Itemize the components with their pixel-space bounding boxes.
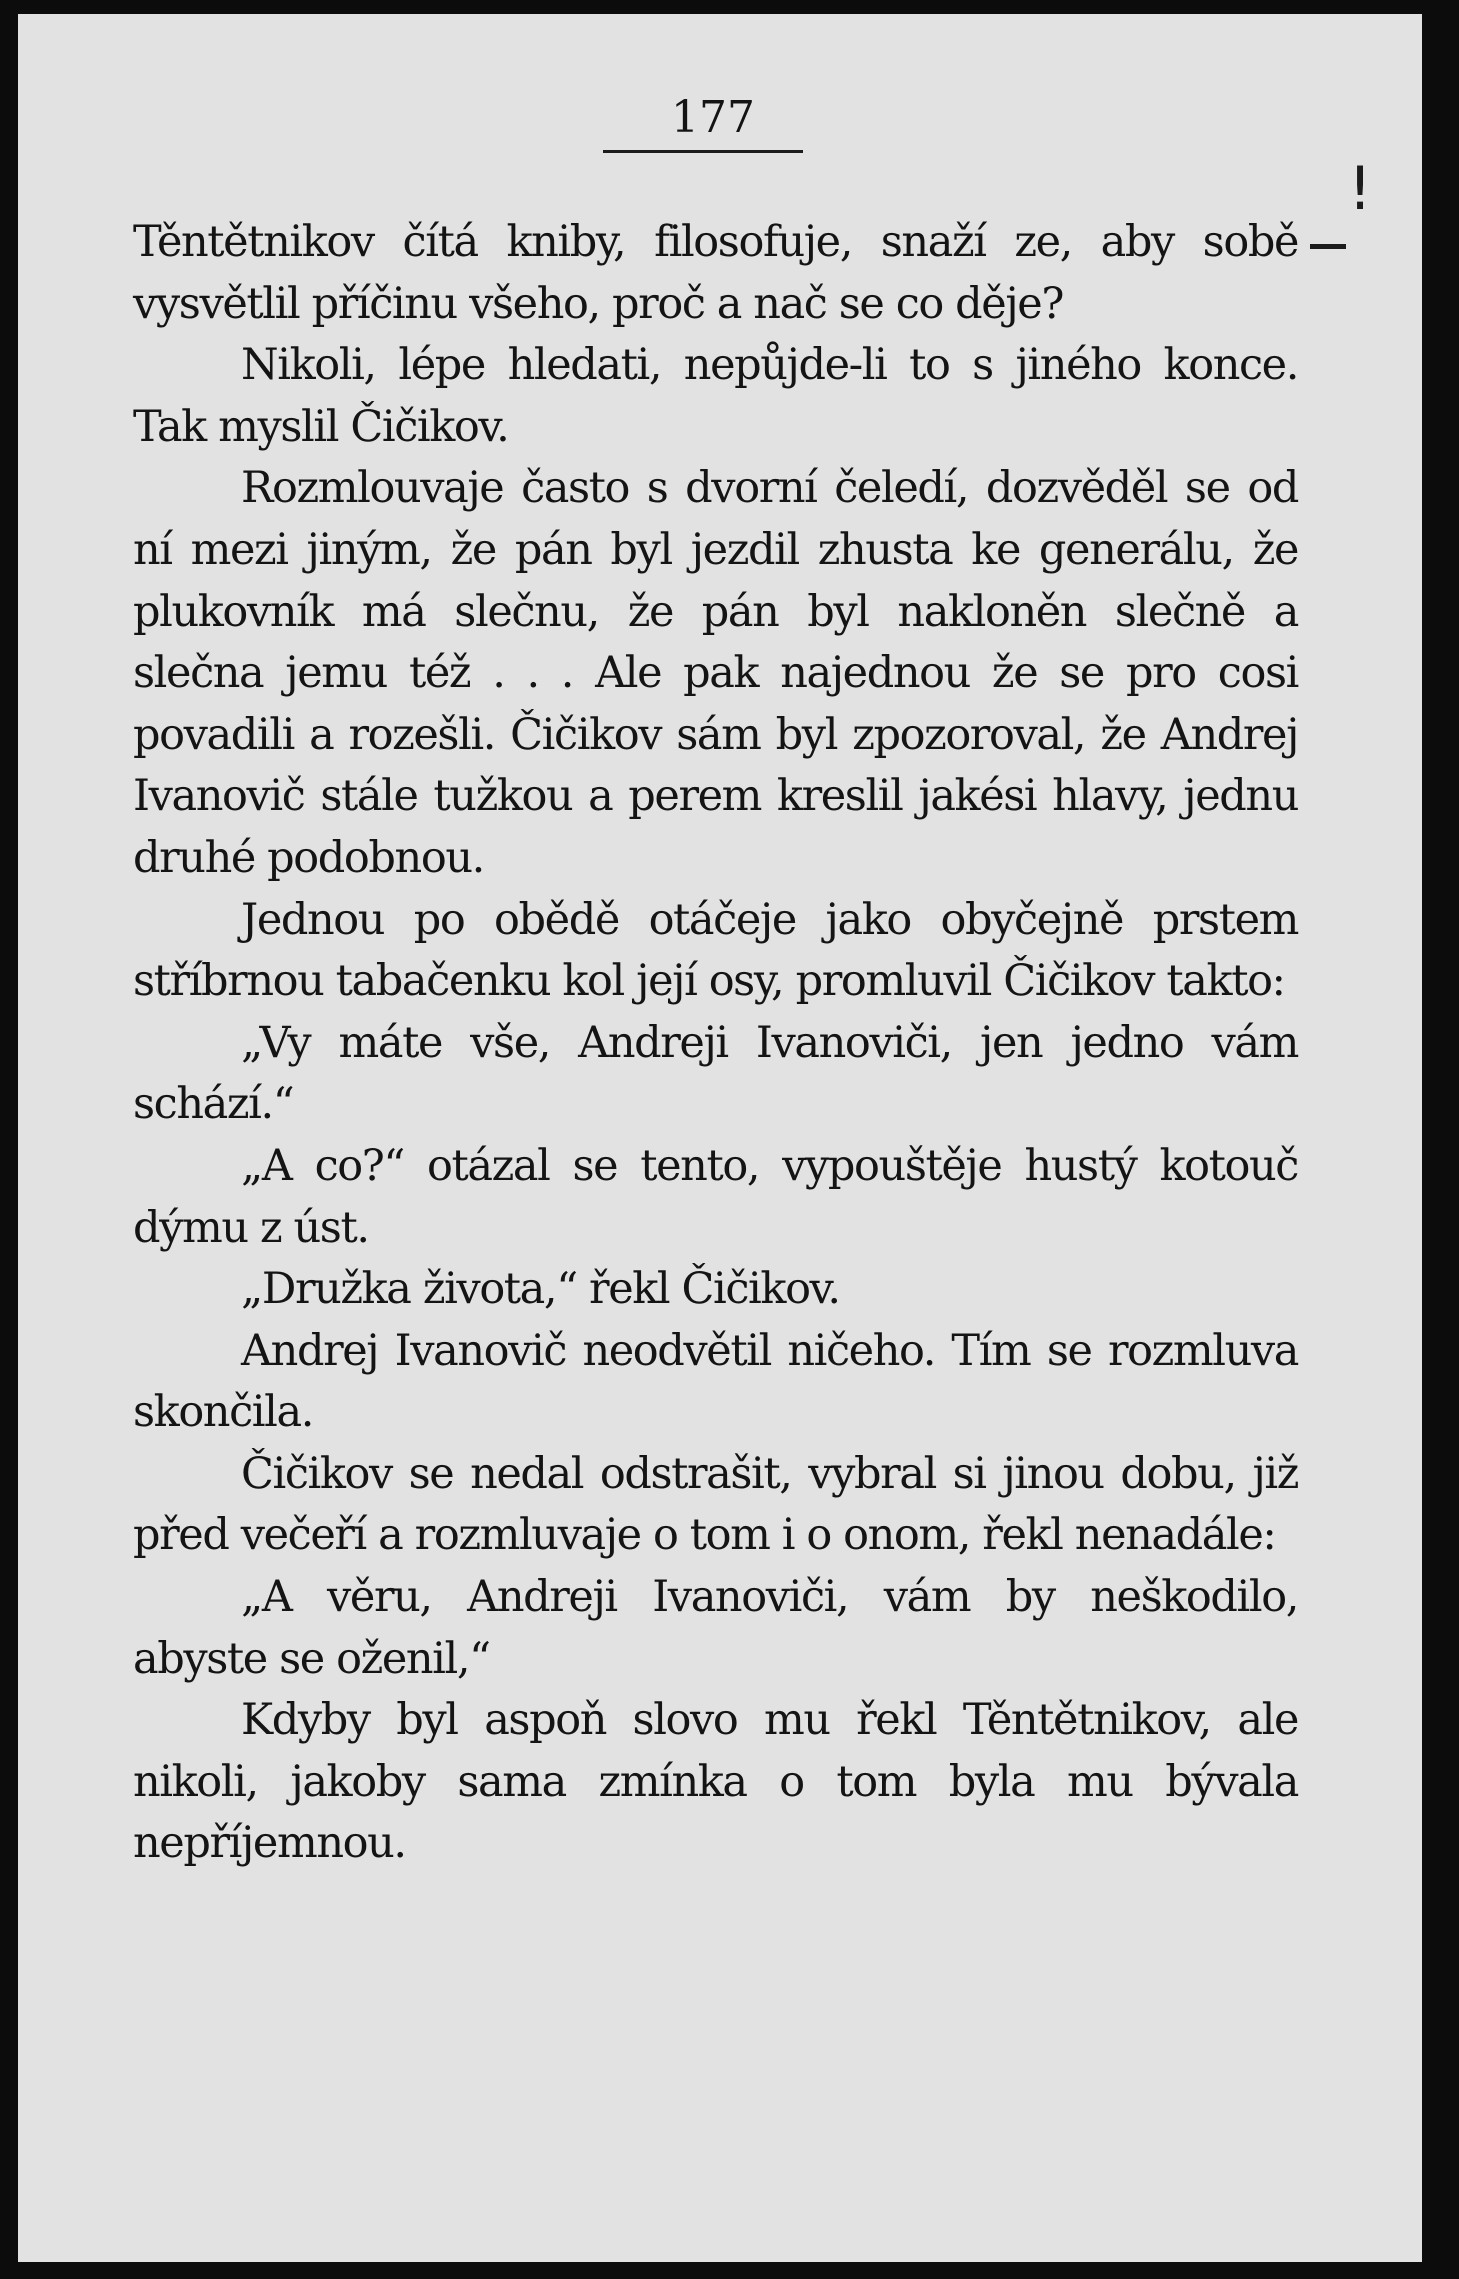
paragraph-5: „Vy máte vše, Andreji Ivanoviči, jen jedno vám schází.“ [133,1017,1298,1130]
paragraph-2: Nikoli, lépe hledati, nepůjde-li to s jiného konce. Tak myslil Čičikov. [133,340,1298,452]
page-number: 177 [671,92,755,143]
paragraph-11: Kdyby byl aspoň slovo mu řekl Těntětnikov, ale nikoli, jakoby sama zmínka o tom byla mu bývala nepříjemnou. [133,1695,1298,1869]
paragraph-9: Čičikov se nedal odstrašit, vybral si jinou dobu, již před večeří a rozmluvaje o tom i o onom, řekl nenadále: [133,1448,1298,1561]
margin-dash [1310,244,1346,249]
body-text [133,212,1298,1875]
paragraph-6: „A co?“ otázal se tento, vypouštěje hustý kotouč dýmu z úst. [133,1140,1298,1253]
paragraph-3: Rozmlouvaje často s dvorní čeledí, dozvěděl se od ní mezi jiným, že pán byl jezdil zhusta ke generálu, že plukovník má slečnu, že pán byl nakloněn slečně a slečna jemu též . . . Ale pak najednou že se pro cosi povadili a rozešli. Čičikov sám byl zpozoroval, že Andrej Ivanovič stále tužkou a perem kreslil jakési hlavy, jednu druhé podobnou. [133,463,1298,883]
paragraph-7: „Družka života,“ řekl Čičikov. [241,1264,840,1315]
paragraph-10: „A věru, Andreji Ivanoviči, vám by neškodilo, abyste se oženil,“ [133,1572,1298,1684]
paragraph-8: Andrej Ivanovič neodvětil ničeho. Tím se rozmluva skončila. [133,1325,1298,1438]
paragraph-1: Těntětnikov čítá kniby, filosofuje, snaží ze, aby sobě vysvětlil příčinu všeho, proč a nač se co děje? [133,217,1298,329]
page-number-rule [603,150,803,153]
paragraph-4: Jednou po obědě otáčeje jako obyčejně prstem stříbrnou tabačenku kol její osy, promluvil Čičikov takto: [133,894,1298,1007]
margin-exclamation-mark: ! [1348,154,1373,224]
book-page [18,14,1422,2262]
